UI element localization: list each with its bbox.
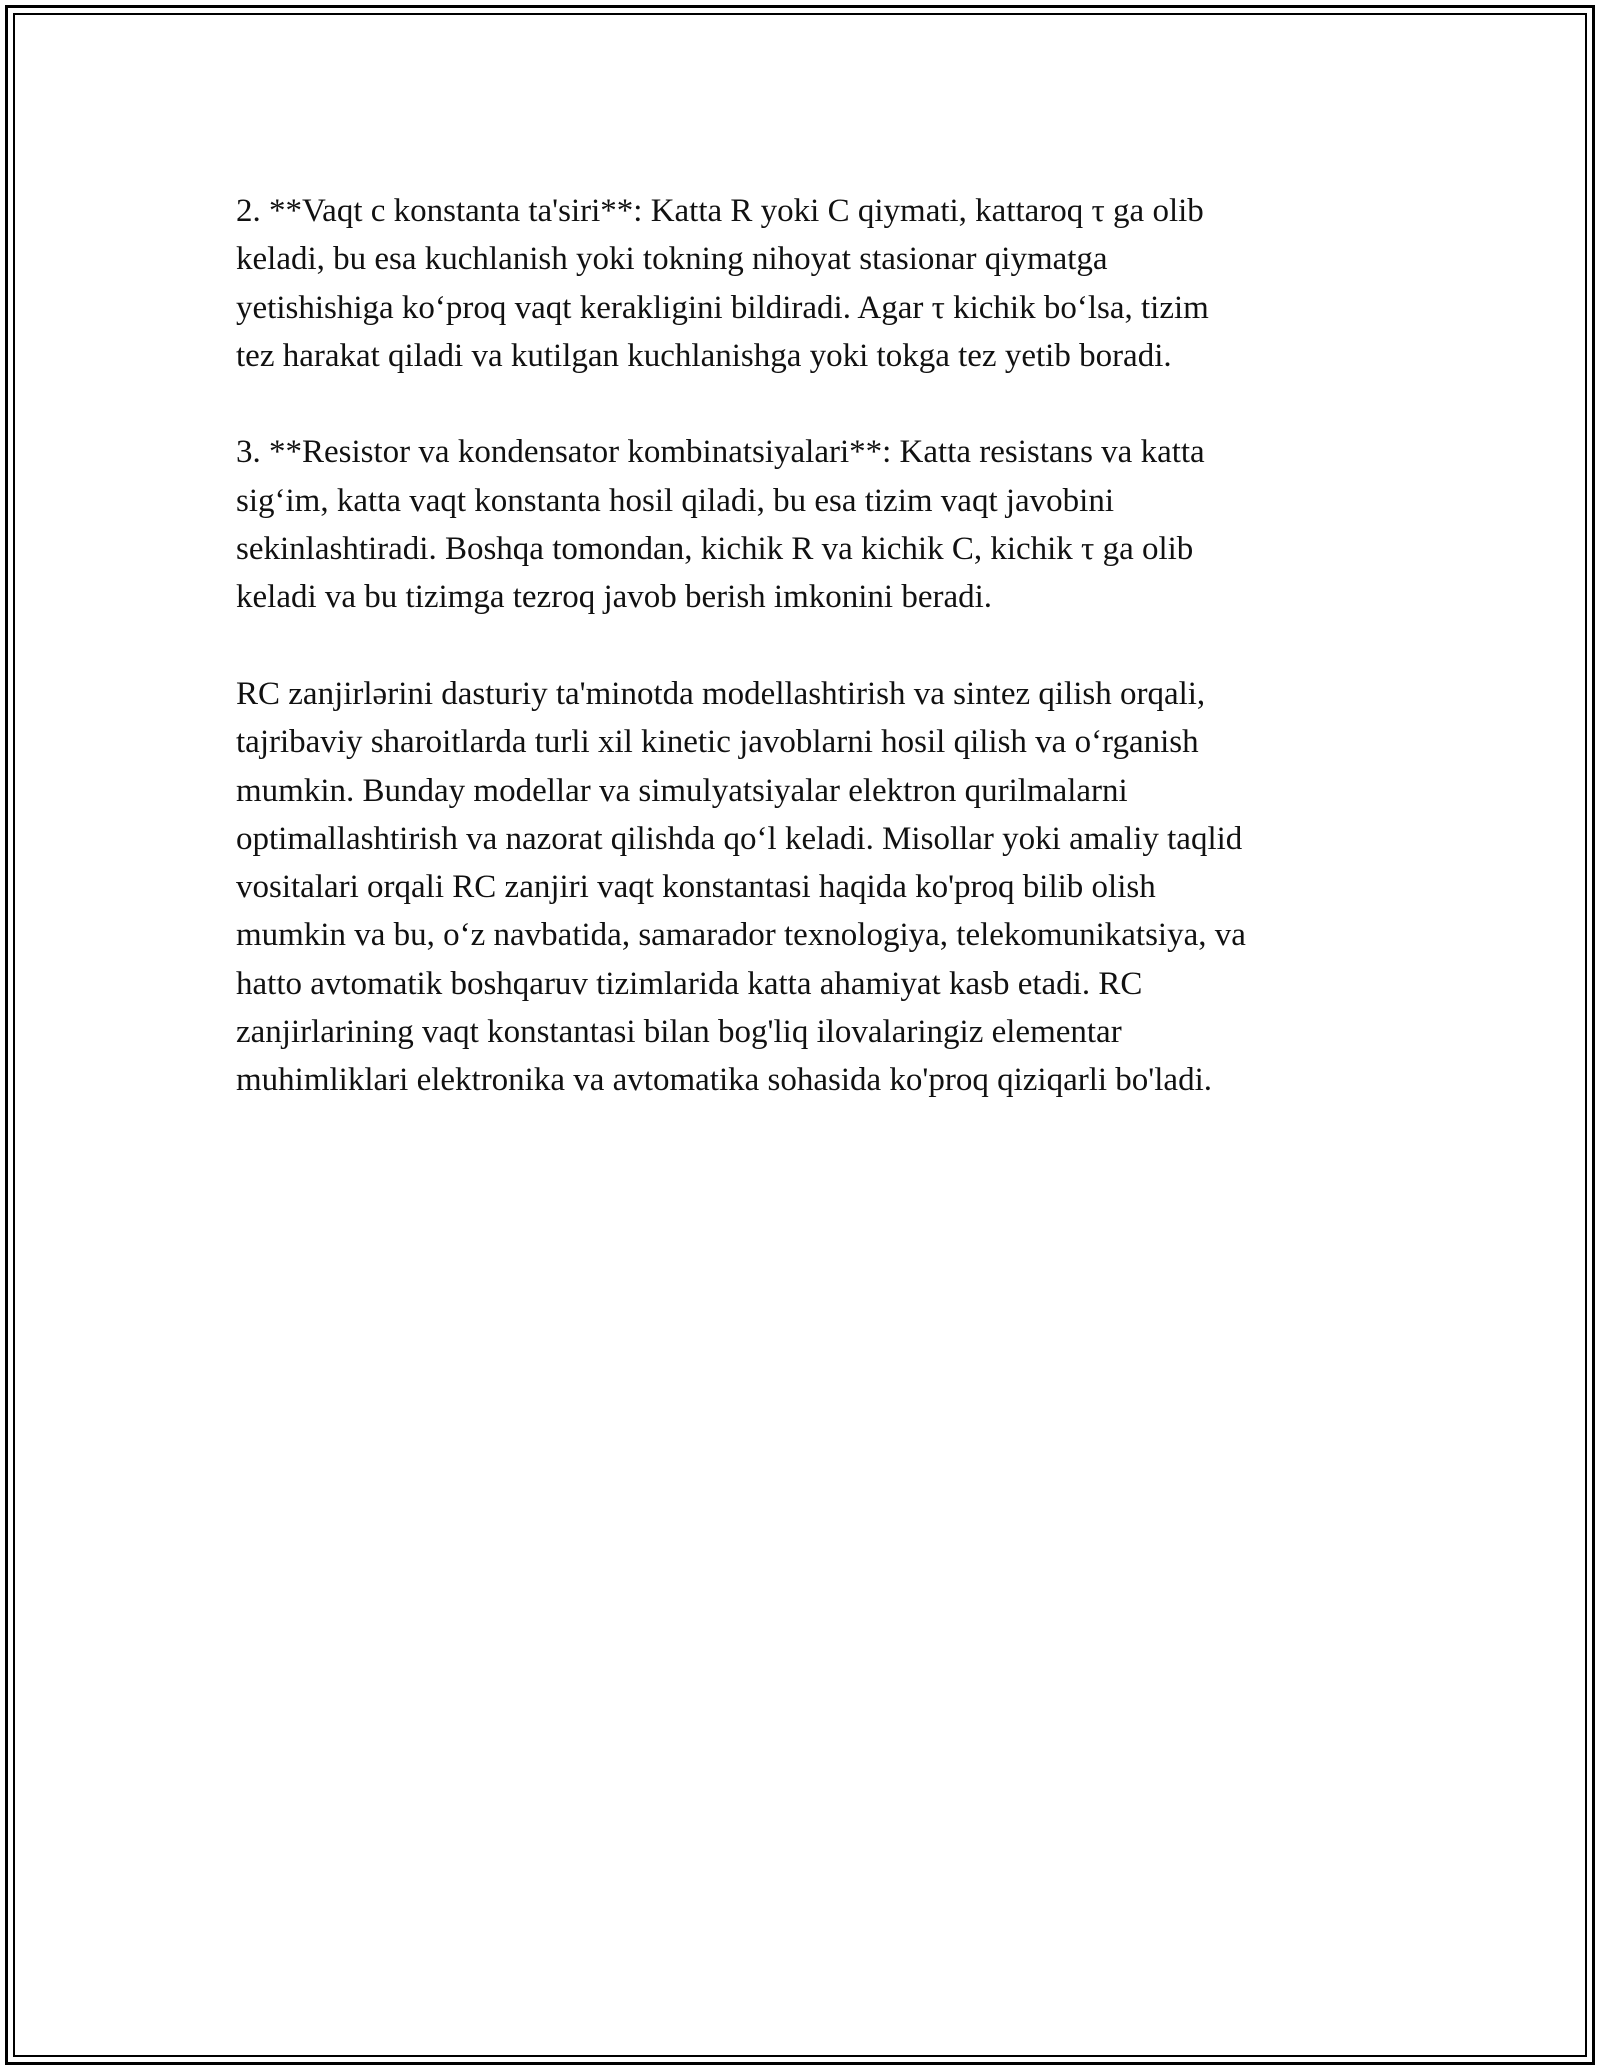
text-line: keladi, bu esa kuchlanish yoki tokning nihoyat stasionar qiymatga [236,241,1108,278]
paragraph-rc-modeling-conclusion [236,670,1376,1105]
text-line: 2. **Vaqt c konstanta ta'siri**: Katta R yoki C qiymati, kattaroq τ ga olib [236,193,1204,229]
text-line: keladi va bu tizimga tezroq javob berish imkonini beradi. [236,579,993,616]
text-line: sig‘im, katta vaqt konstanta hosil qiladi, bu esa tizim vaqt javobini [236,482,1115,519]
text-line: sekinlashtiradi. Boshqa tomondan, kichik R va kichik C, kichik τ ga olib [236,531,1194,568]
paragraph-resistor-capacitor-combinations [236,428,1376,621]
text-line: hatto avtomatik boshqaruv tizimlarida katta ahamiyat kasb etadi. RC [236,965,1143,1002]
text-line: mumkin. Bunday modellar va simulyatsiyalar elektron qurilmalarni [236,772,1128,809]
paragraph-time-constant-effect [236,187,1376,380]
text-line: 3. **Resistor va kondensator kombinatsiyalari**: Katta resistans va katta [236,434,1205,471]
text-line: optimallashtirish va nazorat qilishda qo‘l keladi. Misollar yoki amaliy taqlid [236,820,1243,857]
text-line: vositalari orqali RC zanjiri vaqt konstantasi haqida ko'proq bilib olish [236,869,1156,906]
text-line: tajribaviy sharoitlarda turli xil kinetic javoblarni hosil qilish va o‘rganish [236,724,1199,761]
text-line: muhimliklari elektronika va avtomatika sohasida ko'proq qiziqarli bo'ladi. [236,1062,1212,1099]
text-line: tez harakat qiladi va kutilgan kuchlanishga yoki tokga tez yetib boradi. [236,337,1172,374]
document-body [236,187,1376,1153]
text-line: yetishishiga ko‘proq vaqt kerakligini bildiradi. Agar τ kichik bo‘lsa, tizim [236,289,1209,326]
text-line: zanjirlarining vaqt konstantasi bilan bog'liq ilovalaringiz elementar [236,1014,1122,1051]
text-line: RC zanjirlərini dasturiy ta'minotda modellashtirish va sintez qilish orqali, [236,675,1206,712]
text-line: mumkin va bu, o‘z navbatida, samarador texnologiya, telekomunikatsiya, va [236,917,1246,954]
